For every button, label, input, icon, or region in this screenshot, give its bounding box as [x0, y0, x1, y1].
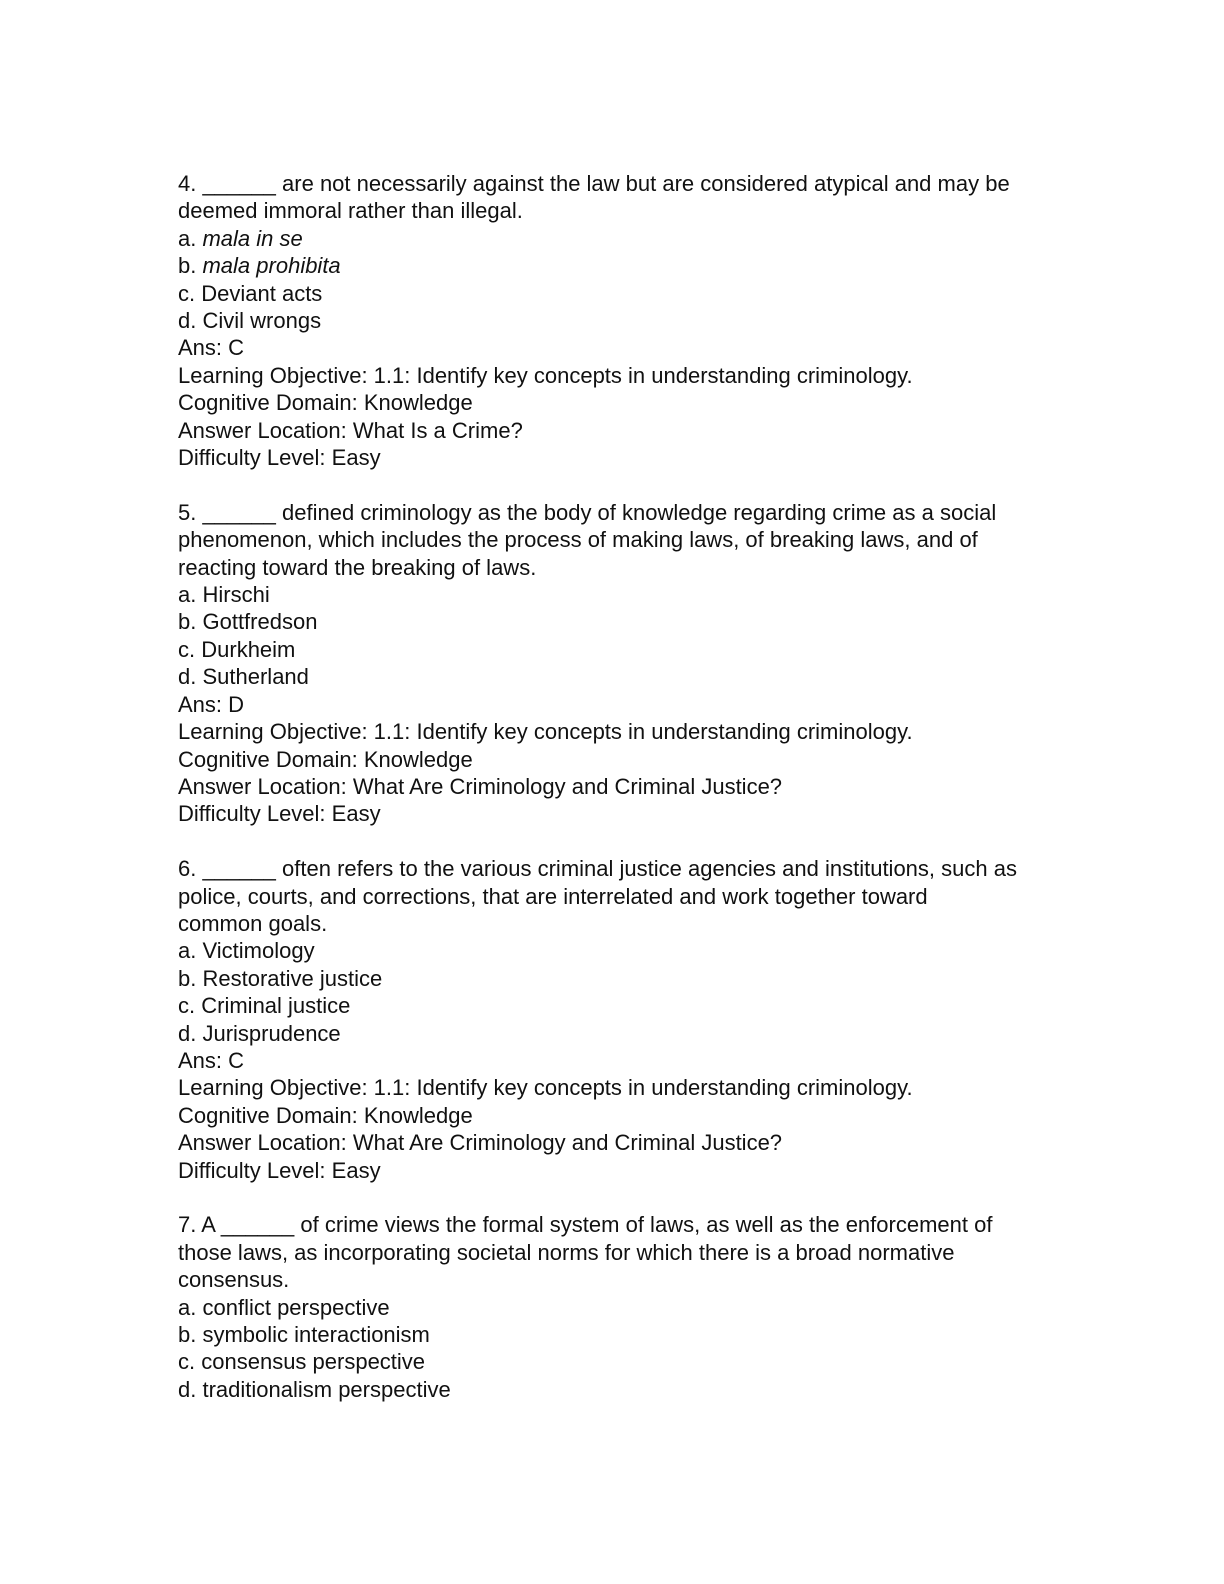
question-blank: ______	[202, 499, 276, 525]
option-letter: a.	[178, 938, 197, 964]
question-text: often refers to the various criminal justice agencies and institutions, such as police, courts, and corrections, that are interrelated and work together toward common goals.	[178, 856, 1017, 936]
option-text: Victimology	[202, 938, 315, 964]
option-c	[178, 1348, 1018, 1375]
cognitive-domain: Cognitive Domain: Knowledge	[178, 390, 473, 416]
answer: Ans: C	[178, 1047, 245, 1073]
question-blank: ______	[220, 1212, 295, 1238]
question-article: A	[201, 1212, 215, 1238]
option-text: Civil wrongs	[202, 308, 322, 334]
option-letter: c.	[178, 280, 196, 306]
question-stem	[178, 855, 1018, 937]
option-text: Restorative justice	[202, 965, 383, 991]
option-text: Gottfredson	[202, 609, 318, 635]
answer: Ans: C	[178, 335, 245, 361]
cognitive-domain: Cognitive Domain: Knowledge	[178, 1102, 473, 1128]
question-stem	[178, 499, 1018, 581]
document-page	[178, 170, 1018, 1431]
option-b	[178, 1321, 1018, 1348]
option-a	[178, 1294, 1018, 1321]
option-text: mala prohibita	[202, 253, 341, 279]
question-number: 7.	[178, 1212, 197, 1238]
option-letter: c.	[178, 1349, 196, 1375]
option-text: traditionalism perspective	[202, 1376, 451, 1402]
option-d	[178, 1020, 1018, 1047]
option-text: mala in se	[202, 225, 303, 251]
question-blank: ______	[202, 171, 276, 196]
option-text: Jurisprudence	[202, 1020, 341, 1046]
question-5	[178, 499, 1018, 828]
option-letter: a.	[178, 1294, 197, 1320]
learning-objective: Learning Objective: 1.1: Identify key concepts in understanding criminology.	[178, 1075, 913, 1101]
option-text: conflict perspective	[202, 1294, 390, 1320]
option-letter: d.	[178, 664, 197, 690]
option-letter: d.	[178, 1376, 197, 1402]
option-c	[178, 992, 1018, 1019]
option-letter: b.	[178, 609, 197, 635]
option-a	[178, 937, 1018, 964]
option-text: consensus perspective	[201, 1349, 426, 1375]
question-stem	[178, 1211, 1018, 1293]
answer-location: Answer Location: What Is a Crime?	[178, 417, 523, 443]
option-text: Sutherland	[202, 664, 309, 690]
question-text: of crime views the formal system of laws, as well as the enforcement of those laws, as incorporating societal norms for which there is a broad normative consensus.	[178, 1212, 993, 1293]
option-text: Hirschi	[202, 582, 270, 608]
option-d	[178, 1376, 1018, 1403]
learning-objective: Learning Objective: 1.1: Identify key concepts in understanding criminology.	[178, 362, 913, 388]
option-d	[178, 663, 1018, 690]
question-blank: ______	[202, 856, 276, 882]
option-letter: c.	[178, 993, 196, 1019]
option-c	[178, 636, 1018, 663]
question-6	[178, 855, 1018, 1184]
option-letter: a.	[178, 225, 197, 251]
option-b	[178, 965, 1018, 992]
option-c	[178, 280, 1018, 307]
option-d	[178, 307, 1018, 334]
option-letter: b.	[178, 1322, 197, 1348]
option-text: Criminal justice	[201, 993, 351, 1019]
question-text: are not necessarily against the law but are considered atypical and may be deemed immoral rather than illegal.	[178, 171, 1010, 224]
question-7	[178, 1211, 1018, 1403]
question-number: 6.	[178, 856, 197, 882]
option-text: Deviant acts	[201, 280, 323, 306]
difficulty-level: Difficulty Level: Easy	[178, 445, 381, 471]
question-number: 4.	[178, 171, 197, 196]
option-letter: c.	[178, 636, 196, 662]
answer-location: Answer Location: What Are Criminology and Criminal Justice?	[178, 1130, 783, 1156]
option-text: symbolic interactionism	[202, 1322, 430, 1348]
question-4	[178, 170, 1018, 471]
option-b	[178, 252, 1018, 279]
option-letter: b.	[178, 253, 197, 279]
question-number: 5.	[178, 499, 197, 525]
learning-objective: Learning Objective: 1.1: Identify key concepts in understanding criminology.	[178, 719, 913, 745]
option-a	[178, 225, 1018, 252]
answer-location: Answer Location: What Are Criminology and Criminal Justice?	[178, 773, 783, 799]
option-letter: a.	[178, 582, 197, 608]
difficulty-level: Difficulty Level: Easy	[178, 801, 381, 827]
answer: Ans: D	[178, 691, 245, 717]
option-letter: d.	[178, 1020, 197, 1046]
question-stem	[178, 170, 1018, 225]
option-b	[178, 608, 1018, 635]
cognitive-domain: Cognitive Domain: Knowledge	[178, 746, 473, 772]
option-letter: d.	[178, 308, 197, 334]
difficulty-level: Difficulty Level: Easy	[178, 1157, 381, 1183]
option-text: Durkheim	[201, 636, 296, 662]
option-a	[178, 581, 1018, 608]
question-text: defined criminology as the body of knowledge regarding crime as a social phenomenon, which includes the process of making laws, of breaking laws, and of reacting toward the breaking of laws.	[178, 499, 997, 580]
option-letter: b.	[178, 965, 197, 991]
